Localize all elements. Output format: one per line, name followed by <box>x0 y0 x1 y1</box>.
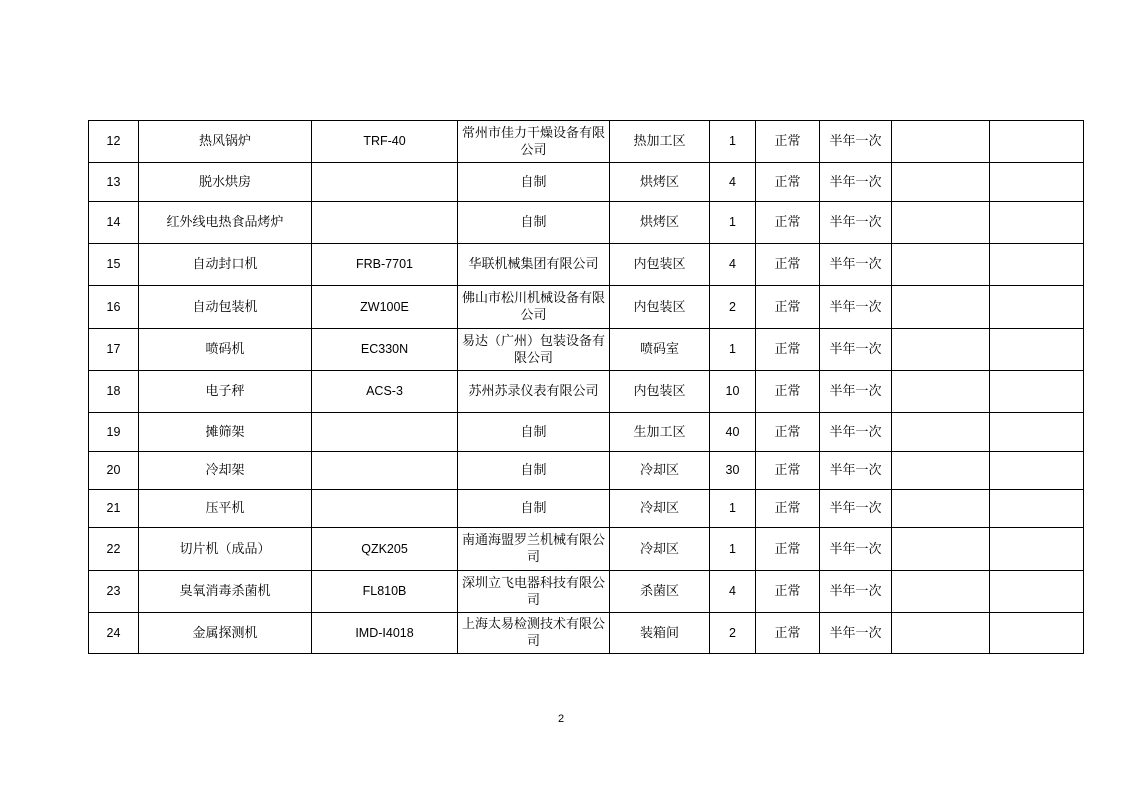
cell-maker: 南通海盟罗兰机械有限公司 <box>458 528 610 571</box>
cell-maker: 自制 <box>458 452 610 490</box>
cell-name: 金属探测机 <box>139 613 312 654</box>
cell-note1 <box>892 571 990 613</box>
table-row <box>89 329 1084 371</box>
cell-no: 15 <box>89 244 139 286</box>
cell-cycle: 半年一次 <box>820 244 892 286</box>
cell-status: 正常 <box>756 121 820 163</box>
cell-location: 生加工区 <box>610 413 710 452</box>
cell-note2 <box>990 413 1084 452</box>
cell-qty: 30 <box>710 452 756 490</box>
table-row <box>89 413 1084 452</box>
cell-status: 正常 <box>756 286 820 329</box>
cell-no: 22 <box>89 528 139 571</box>
cell-no: 14 <box>89 202 139 244</box>
cell-name: 摊筛架 <box>139 413 312 452</box>
table-row <box>89 286 1084 329</box>
cell-model: FL810B <box>312 571 458 613</box>
cell-name: 切片机（成品） <box>139 528 312 571</box>
cell-no: 12 <box>89 121 139 163</box>
cell-status: 正常 <box>756 528 820 571</box>
cell-note1 <box>892 452 990 490</box>
cell-no: 21 <box>89 490 139 528</box>
cell-cycle: 半年一次 <box>820 202 892 244</box>
cell-maker: 常州市佳力干燥设备有限公司 <box>458 121 610 163</box>
cell-note1 <box>892 163 990 202</box>
cell-maker: 上海太易检测技术有限公司 <box>458 613 610 654</box>
cell-no: 16 <box>89 286 139 329</box>
cell-note2 <box>990 528 1084 571</box>
cell-note1 <box>892 244 990 286</box>
cell-status: 正常 <box>756 371 820 413</box>
cell-model: EC330N <box>312 329 458 371</box>
table-row <box>89 371 1084 413</box>
page-number: 2 <box>557 713 565 725</box>
cell-location: 内包装区 <box>610 244 710 286</box>
cell-model: FRB-7701 <box>312 244 458 286</box>
cell-note2 <box>990 202 1084 244</box>
cell-model: ACS-3 <box>312 371 458 413</box>
cell-maker: 华联机械集团有限公司 <box>458 244 610 286</box>
cell-name: 冷却架 <box>139 452 312 490</box>
table-row <box>89 490 1084 528</box>
cell-model <box>312 452 458 490</box>
cell-name: 热风锅炉 <box>139 121 312 163</box>
cell-maker: 易达（广州）包装设备有限公司 <box>458 329 610 371</box>
cell-note1 <box>892 329 990 371</box>
cell-name: 自动封口机 <box>139 244 312 286</box>
cell-model: TRF-40 <box>312 121 458 163</box>
cell-cycle: 半年一次 <box>820 163 892 202</box>
cell-model: QZK205 <box>312 528 458 571</box>
cell-note2 <box>990 244 1084 286</box>
cell-maker: 自制 <box>458 202 610 244</box>
cell-location: 冷却区 <box>610 528 710 571</box>
cell-name: 自动包装机 <box>139 286 312 329</box>
cell-note2 <box>990 329 1084 371</box>
table-row <box>89 202 1084 244</box>
cell-cycle: 半年一次 <box>820 490 892 528</box>
cell-qty: 1 <box>710 490 756 528</box>
table-row <box>89 613 1084 654</box>
cell-location: 内包装区 <box>610 371 710 413</box>
cell-note1 <box>892 121 990 163</box>
cell-note1 <box>892 371 990 413</box>
cell-status: 正常 <box>756 571 820 613</box>
cell-model: IMD-I4018 <box>312 613 458 654</box>
cell-cycle: 半年一次 <box>820 286 892 329</box>
cell-no: 19 <box>89 413 139 452</box>
cell-note2 <box>990 452 1084 490</box>
cell-cycle: 半年一次 <box>820 571 892 613</box>
cell-note2 <box>990 613 1084 654</box>
cell-status: 正常 <box>756 163 820 202</box>
cell-location: 烘烤区 <box>610 202 710 244</box>
cell-note2 <box>990 121 1084 163</box>
cell-note1 <box>892 528 990 571</box>
table-row <box>89 571 1084 613</box>
cell-maker: 佛山市松川机械设备有限公司 <box>458 286 610 329</box>
cell-location: 冷却区 <box>610 452 710 490</box>
cell-note2 <box>990 163 1084 202</box>
cell-status: 正常 <box>756 452 820 490</box>
table-row <box>89 452 1084 490</box>
cell-location: 杀菌区 <box>610 571 710 613</box>
cell-model <box>312 163 458 202</box>
cell-cycle: 半年一次 <box>820 413 892 452</box>
cell-qty: 1 <box>710 202 756 244</box>
cell-note2 <box>990 571 1084 613</box>
cell-name: 喷码机 <box>139 329 312 371</box>
cell-location: 喷码室 <box>610 329 710 371</box>
cell-cycle: 半年一次 <box>820 121 892 163</box>
cell-cycle: 半年一次 <box>820 613 892 654</box>
cell-note2 <box>990 490 1084 528</box>
cell-qty: 10 <box>710 371 756 413</box>
cell-qty: 2 <box>710 613 756 654</box>
cell-note1 <box>892 286 990 329</box>
cell-no: 23 <box>89 571 139 613</box>
cell-qty: 2 <box>710 286 756 329</box>
cell-status: 正常 <box>756 244 820 286</box>
cell-no: 17 <box>89 329 139 371</box>
cell-maker: 苏州苏录仪表有限公司 <box>458 371 610 413</box>
cell-name: 压平机 <box>139 490 312 528</box>
cell-status: 正常 <box>756 613 820 654</box>
cell-maker: 自制 <box>458 163 610 202</box>
cell-model <box>312 202 458 244</box>
cell-note2 <box>990 286 1084 329</box>
cell-maker: 自制 <box>458 413 610 452</box>
cell-qty: 4 <box>710 163 756 202</box>
cell-cycle: 半年一次 <box>820 371 892 413</box>
cell-name: 红外线电热食品烤炉 <box>139 202 312 244</box>
cell-qty: 4 <box>710 571 756 613</box>
cell-maker: 自制 <box>458 490 610 528</box>
cell-model <box>312 413 458 452</box>
cell-no: 24 <box>89 613 139 654</box>
equipment-table <box>88 120 1084 654</box>
table-row <box>89 163 1084 202</box>
cell-qty: 1 <box>710 528 756 571</box>
cell-status: 正常 <box>756 202 820 244</box>
cell-status: 正常 <box>756 490 820 528</box>
cell-note1 <box>892 202 990 244</box>
cell-name: 电子秤 <box>139 371 312 413</box>
cell-no: 20 <box>89 452 139 490</box>
cell-status: 正常 <box>756 329 820 371</box>
cell-qty: 1 <box>710 121 756 163</box>
table-row <box>89 121 1084 163</box>
cell-name: 脱水烘房 <box>139 163 312 202</box>
table-row <box>89 244 1084 286</box>
cell-location: 内包装区 <box>610 286 710 329</box>
cell-qty: 40 <box>710 413 756 452</box>
cell-cycle: 半年一次 <box>820 452 892 490</box>
cell-cycle: 半年一次 <box>820 528 892 571</box>
cell-maker: 深圳立飞电器科技有限公司 <box>458 571 610 613</box>
cell-note1 <box>892 490 990 528</box>
cell-name: 臭氧消毒杀菌机 <box>139 571 312 613</box>
cell-location: 烘烤区 <box>610 163 710 202</box>
cell-qty: 4 <box>710 244 756 286</box>
cell-location: 热加工区 <box>610 121 710 163</box>
table-row <box>89 528 1084 571</box>
cell-cycle: 半年一次 <box>820 329 892 371</box>
cell-no: 13 <box>89 163 139 202</box>
cell-location: 装箱间 <box>610 613 710 654</box>
cell-note2 <box>990 371 1084 413</box>
cell-no: 18 <box>89 371 139 413</box>
cell-note1 <box>892 613 990 654</box>
cell-model <box>312 490 458 528</box>
cell-model: ZW100E <box>312 286 458 329</box>
cell-status: 正常 <box>756 413 820 452</box>
cell-note1 <box>892 413 990 452</box>
cell-location: 冷却区 <box>610 490 710 528</box>
cell-qty: 1 <box>710 329 756 371</box>
